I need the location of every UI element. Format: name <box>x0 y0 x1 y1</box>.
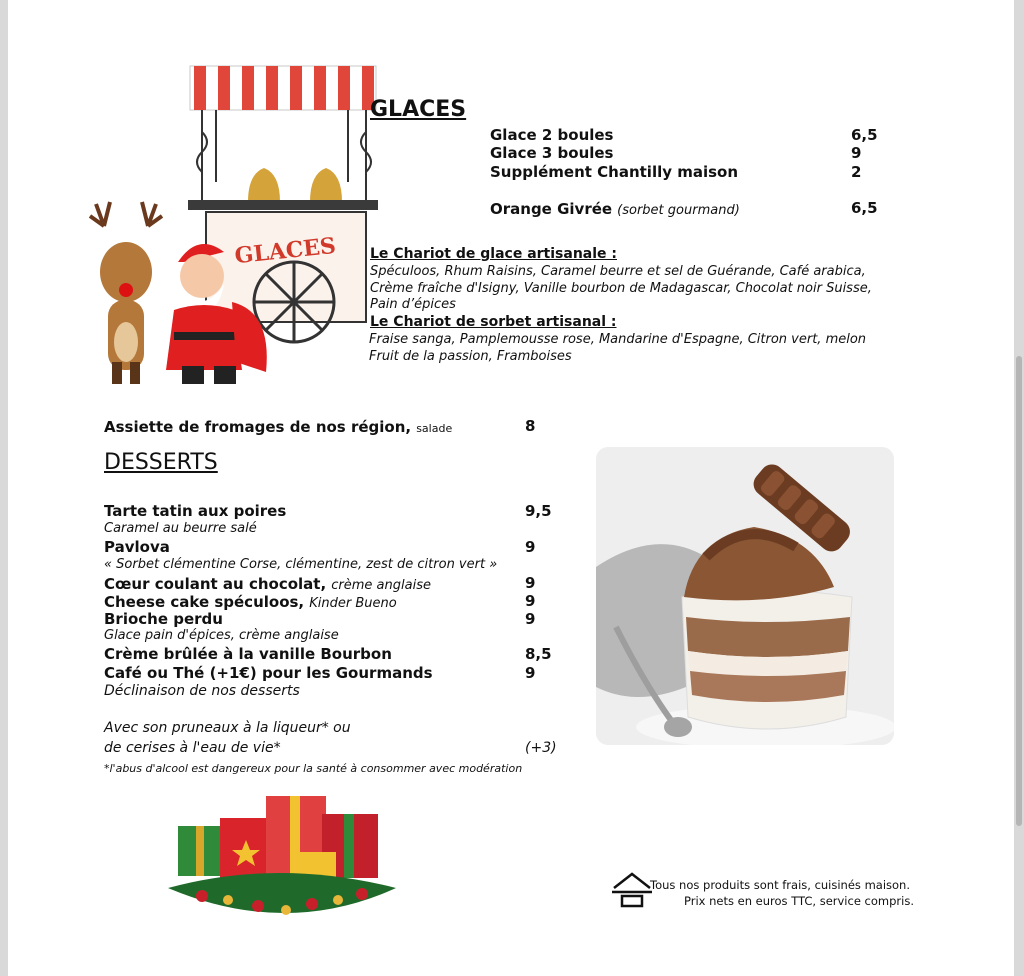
orange-givree-price: 6,5 <box>851 199 878 217</box>
dessert-price: 9 <box>525 610 536 628</box>
dessert-sub: « Sorbet clémentine Corse, clémentine, zest de citron vert » <box>104 557 498 572</box>
dessert-creme-brulee: Crème brûlée à la vanille Bourbon <box>104 645 392 663</box>
dessert-note: Kinder Bueno <box>309 596 397 611</box>
dessert-price: 9 <box>525 664 536 682</box>
awning <box>190 66 376 110</box>
dessert-coeur-coulant <box>104 574 431 593</box>
orange-givree <box>490 199 740 218</box>
dessert-price: 9 <box>525 592 536 610</box>
supplement-chantilly-price: 2 <box>851 163 862 181</box>
christmas-gifts-illustration <box>162 788 402 936</box>
liqueur-line-1: Avec son pruneaux à la liqueur* ou <box>104 720 351 736</box>
chariot-glace-line: Pain d’épices <box>370 297 456 312</box>
glace-2-boules: Glace 2 boules <box>490 126 614 144</box>
dessert-sub: Caramel au beurre salé <box>104 521 257 536</box>
dessert-price: 9,5 <box>525 502 552 520</box>
fromages-note: salade <box>416 422 453 435</box>
dessert-price: 8,5 <box>525 645 552 663</box>
glaces-title: GLACES <box>370 97 467 122</box>
dessert-price: 9 <box>525 538 536 556</box>
footer-notice <box>650 877 922 909</box>
chariot-glace-line: Spéculoos, Rhum Raisins, Caramel beurre et sel de Guérande, Café arabica, <box>370 264 866 279</box>
dessert-name: Cœur coulant au chocolat, <box>104 575 327 593</box>
dessert-price: 9 <box>525 574 536 592</box>
ice-cream-cart-illustration <box>82 62 382 392</box>
glace-2-boules-price: 6,5 <box>851 126 878 144</box>
footer-line-2: Prix nets en euros TTC, service compris. <box>684 894 914 908</box>
dessert-name: Cheese cake spéculoos, <box>104 593 305 611</box>
glace-3-boules: Glace 3 boules <box>490 144 614 162</box>
declinaison-desserts: Déclinaison de nos desserts <box>104 683 300 699</box>
chariot-sorbet-line: Fruit de la passion, Framboises <box>369 348 572 364</box>
orange-givree-name: Orange Givrée <box>490 200 613 218</box>
liqueur-price: (+3) <box>525 740 557 756</box>
cart-box <box>206 212 366 322</box>
fromages-name: Assiette de fromages de nos région, <box>104 418 412 436</box>
alcohol-disclaimer: *l'abus d'alcool est dangereux pour la santé à consommer avec modération <box>104 762 523 775</box>
gold-dome <box>310 168 342 202</box>
supplement-chantilly: Supplément Chantilly maison <box>490 163 739 181</box>
menu-page <box>8 0 1014 976</box>
dessert-tarte-tatin: Tarte tatin aux poires <box>104 502 287 520</box>
cart-counter <box>188 200 378 210</box>
footer-line-1: Tous nos produits sont frais, cuisinés maison. <box>650 878 910 892</box>
chariot-glace-line: Crème fraîche d'Isigny, Vanille bourbon de Madagascar, Chocolat noir Suisse, <box>370 280 872 296</box>
chocolate-mousse-photo <box>596 447 894 745</box>
dessert-brioche: Brioche perdu <box>104 610 223 628</box>
dessert-cafe-gourmand: Café ou Thé (+1€) pour les Gourmands <box>104 664 433 682</box>
chariot-glace-list <box>370 264 872 314</box>
chariot-sorbet-line: Fraise sanga, Pamplemousse rose, Mandarine d'Espagne, Citron vert, melon <box>369 332 867 347</box>
glace-3-boules-price: 9 <box>851 144 862 162</box>
chariot-sorbet-list <box>369 332 866 365</box>
liqueur-line-2: de cerises à l'eau de vie* <box>104 740 281 756</box>
cart-sign: GLACES <box>233 232 338 270</box>
dessert-pavlova: Pavlova <box>104 538 170 556</box>
desserts-title: DESSERTS <box>104 450 218 475</box>
reindeer-illustration <box>90 202 162 384</box>
dessert-note: crème anglaise <box>331 578 431 593</box>
dessert-sub: Glace pain d'épices, crème anglaise <box>104 628 339 643</box>
maison-logo-icon <box>610 870 654 910</box>
scrollbar[interactable] <box>1016 356 1022 826</box>
cart-frame <box>197 110 371 202</box>
gold-dome <box>248 168 280 202</box>
cart-wheel <box>254 262 334 342</box>
dessert-cheese-cake <box>104 592 397 611</box>
chariot-glace-title: Le Chariot de glace artisanale : <box>370 246 617 262</box>
orange-givree-note: (sorbet gourmand) <box>617 203 740 218</box>
assiette-fromages <box>104 417 452 436</box>
fromages-price: 8 <box>525 417 536 435</box>
chariot-sorbet-title: Le Chariot de sorbet artisanal : <box>370 314 617 330</box>
